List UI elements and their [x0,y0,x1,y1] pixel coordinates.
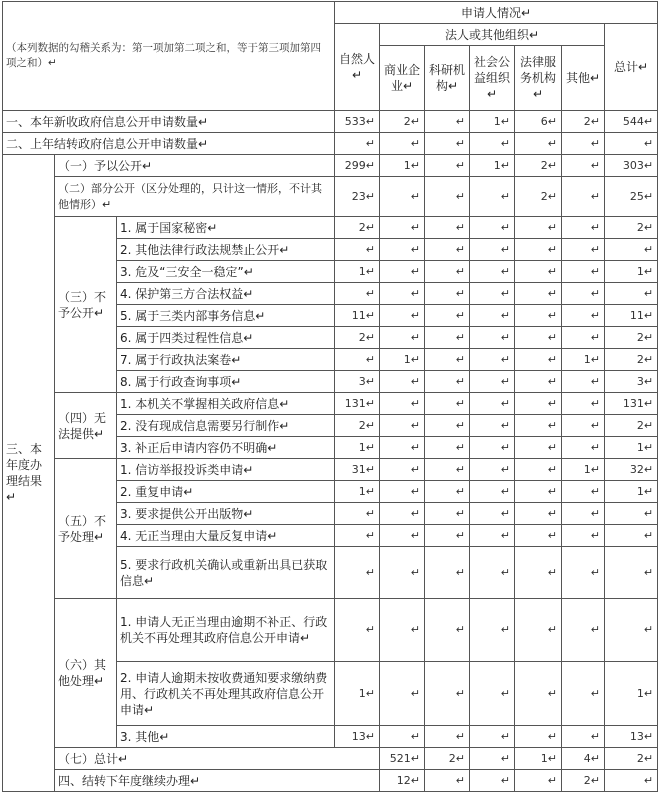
value-cell: 3↵ [605,371,658,393]
value-cell: ↵ [562,217,605,239]
value-cell: 6↵ [515,111,562,133]
header-law: 法律服务机构↵ [515,46,562,111]
value-cell: ↵ [562,283,605,305]
value-cell: ↵ [605,599,658,662]
value-cell: ↵ [605,239,658,261]
value-cell: ↵ [425,525,470,547]
value-cell: ↵ [470,503,515,525]
value-cell: ↵ [425,503,470,525]
value-cell: 1↵ [605,662,658,726]
value-cell: ↵ [515,726,562,748]
value-cell: ↵ [470,371,515,393]
value-cell: 1↵ [335,662,380,726]
value-cell: ↵ [515,133,562,155]
value-cell: ↵ [470,599,515,662]
value-cell: ↵ [380,503,425,525]
value-cell: ↵ [335,525,380,547]
value-cell: ↵ [470,305,515,327]
value-cell: ↵ [515,415,562,437]
value-cell: 2↵ [605,415,658,437]
value-cell: 533↵ [335,111,380,133]
table-row [3,177,658,217]
value-cell: ↵ [425,261,470,283]
row-label: 8. 属于行政查询事项↵ [117,371,335,393]
value-cell: ↵ [380,459,425,481]
value-cell: 2↵ [380,111,425,133]
value-cell: ↵ [425,217,470,239]
value-cell: ↵ [425,662,470,726]
value-cell: ↵ [470,726,515,748]
value-cell: ↵ [562,662,605,726]
row-label: 7. 属于行政执法案卷↵ [117,349,335,371]
value-cell: 1↵ [605,261,658,283]
value-cell: 303↵ [605,155,658,177]
value-cell: ↵ [562,239,605,261]
row-label: 2. 没有现成信息需要另行制作↵ [117,415,335,437]
value-cell: ↵ [380,726,425,748]
row-label: 3. 危及“三安全一稳定”↵ [117,261,335,283]
header-applicant: 申请人情况↵ [335,2,658,24]
value-cell: ↵ [562,133,605,155]
value-cell: ↵ [562,599,605,662]
value-cell: ↵ [335,599,380,662]
value-cell: ↵ [335,349,380,371]
value-cell: ↵ [470,662,515,726]
value-cell: ↵ [380,239,425,261]
value-cell: 1↵ [605,437,658,459]
value-cell: 2↵ [335,327,380,349]
value-cell: 521↵ [380,748,425,770]
value-cell: ↵ [515,503,562,525]
value-cell: ↵ [562,503,605,525]
row-label: 二、上年结转政府信息公开申请数量↵ [3,133,335,155]
value-cell: 2↵ [605,217,658,239]
value-cell: ↵ [470,349,515,371]
value-cell: ↵ [470,393,515,415]
value-cell: 1↵ [562,459,605,481]
value-cell: ↵ [515,525,562,547]
value-cell: 1↵ [335,437,380,459]
value-cell: ↵ [470,547,515,599]
value-cell: ↵ [470,239,515,261]
row-label: 1. 信访举报投诉类申请↵ [117,459,335,481]
value-cell: 3↵ [335,371,380,393]
value-cell: ↵ [425,393,470,415]
value-cell: ↵ [515,327,562,349]
value-cell: ↵ [605,283,658,305]
value-cell: 4↵ [562,748,605,770]
value-cell: ↵ [515,393,562,415]
row-label: 5. 要求行政机关确认或重新出具已获取信息↵ [117,547,335,599]
value-cell: ↵ [562,371,605,393]
value-cell: ↵ [562,305,605,327]
value-cell: 1↵ [562,349,605,371]
header-social: 社会公益组织↵ [470,46,515,111]
group-label-results: 三、本年度办理结果↵ [3,155,55,792]
row-label: 2. 其他法律行政法规禁止公开↵ [117,239,335,261]
row-label: 3. 要求提供公开出版物↵ [117,503,335,525]
value-cell: 1↵ [380,155,425,177]
value-cell: ↵ [335,283,380,305]
value-cell: ↵ [335,547,380,599]
value-cell: ↵ [380,133,425,155]
header-business: 商业企业↵ [380,46,425,111]
value-cell: 2↵ [562,770,605,792]
value-cell: ↵ [470,261,515,283]
value-cell: ↵ [562,547,605,599]
row-label: 1. 属于国家秘密↵ [117,217,335,239]
value-cell: ↵ [380,371,425,393]
header-research: 科研机构↵ [425,46,470,111]
value-cell: 1↵ [470,111,515,133]
table-row [3,393,658,415]
value-cell: ↵ [605,770,658,792]
value-cell: ↵ [515,305,562,327]
value-cell: ↵ [470,415,515,437]
value-cell: ↵ [425,459,470,481]
value-cell: ↵ [470,481,515,503]
value-cell: 131↵ [335,393,380,415]
value-cell: ↵ [562,261,605,283]
value-cell: ↵ [515,283,562,305]
value-cell: ↵ [425,437,470,459]
value-cell: 2↵ [562,111,605,133]
value-cell: ↵ [470,437,515,459]
value-cell: ↵ [425,239,470,261]
row-label: 5. 属于三类内部事务信息↵ [117,305,335,327]
table-row [3,155,658,177]
value-cell: 12↵ [380,770,425,792]
value-cell: ↵ [425,415,470,437]
value-cell: 11↵ [335,305,380,327]
value-cell: ↵ [515,371,562,393]
value-cell: 11↵ [605,305,658,327]
value-cell: ↵ [425,327,470,349]
value-cell: ↵ [335,133,380,155]
value-cell: 131↵ [605,393,658,415]
value-cell: 23↵ [335,177,380,217]
value-cell: ↵ [380,662,425,726]
row-label: 4. 无正当理由大量反复申请↵ [117,525,335,547]
value-cell: ↵ [562,437,605,459]
value-cell: 2↵ [515,155,562,177]
value-cell: ↵ [605,547,658,599]
value-cell: ↵ [470,748,515,770]
row-label: 1. 申请人无正当理由逾期不补正、行政机关不再处理其政府信息公开申请↵ [117,599,335,662]
table-row [3,599,658,662]
value-cell: ↵ [425,770,470,792]
value-cell: ↵ [425,305,470,327]
header-other: 其他↵ [562,46,605,111]
value-cell: ↵ [380,177,425,217]
header-natural-person: 自然人↵ [335,24,380,111]
value-cell: ↵ [380,481,425,503]
value-cell: ↵ [380,283,425,305]
value-cell: ↵ [515,481,562,503]
value-cell: 1↵ [605,481,658,503]
value-cell: ↵ [470,177,515,217]
value-cell: 1↵ [380,349,425,371]
value-cell: ↵ [425,177,470,217]
value-cell: ↵ [515,770,562,792]
value-cell: ↵ [515,217,562,239]
value-cell: 2↵ [605,349,658,371]
header-total: 总计↵ [605,24,658,111]
value-cell: ↵ [515,547,562,599]
value-cell: ↵ [425,599,470,662]
value-cell: ↵ [380,327,425,349]
value-cell: ↵ [515,459,562,481]
value-cell: ↵ [380,261,425,283]
value-cell: ↵ [562,415,605,437]
table-row [3,111,658,133]
value-cell: 13↵ [335,726,380,748]
row-label: （一）予以公开↵ [55,155,335,177]
row-label: 2. 申请人逾期未按收费通知要求缴纳费用、行政机关不再处理其政府信息公开申请↵ [117,662,335,726]
value-cell: ↵ [562,155,605,177]
value-cell: ↵ [605,525,658,547]
row-label: 4. 保护第三方合法权益↵ [117,283,335,305]
table-row [3,770,658,792]
value-cell: ↵ [470,133,515,155]
value-cell: ↵ [562,327,605,349]
value-cell: ↵ [470,283,515,305]
sub-group-label: （五）不予处理↵ [55,459,117,599]
value-cell: 25↵ [605,177,658,217]
value-cell: ↵ [515,662,562,726]
value-cell: ↵ [562,525,605,547]
table-row [3,217,658,239]
value-cell: 32↵ [605,459,658,481]
value-cell: 2↵ [425,748,470,770]
value-cell: ↵ [515,437,562,459]
table-row [3,748,658,770]
value-cell: 2↵ [335,415,380,437]
value-cell: ↵ [380,599,425,662]
value-cell: ↵ [335,503,380,525]
value-cell: 13↵ [605,726,658,748]
value-cell: 2↵ [605,327,658,349]
value-cell: ↵ [335,239,380,261]
value-cell: ↵ [425,155,470,177]
value-cell: ↵ [425,481,470,503]
value-cell: 31↵ [335,459,380,481]
value-cell: 1↵ [515,748,562,770]
value-cell: 544↵ [605,111,658,133]
table-row [3,133,658,155]
value-cell: 299↵ [335,155,380,177]
value-cell: ↵ [380,547,425,599]
value-cell: ↵ [470,770,515,792]
value-cell: 2↵ [515,177,562,217]
value-cell: 2↵ [335,217,380,239]
value-cell: ↵ [515,239,562,261]
value-cell: ↵ [425,133,470,155]
value-cell: ↵ [380,305,425,327]
value-cell: ↵ [562,177,605,217]
row-label: （二）部分公开（区分处理的，只计这一情形，不计其他情形）↵ [55,177,335,217]
row-label: （七）总计↵ [55,748,380,770]
row-label: 3. 其他↵ [117,726,335,748]
value-cell: ↵ [470,327,515,349]
row-label: 一、本年新收政府信息公开申请数量↵ [3,111,335,133]
value-cell: ↵ [425,547,470,599]
value-cell: ↵ [562,726,605,748]
value-cell: ↵ [380,437,425,459]
value-cell: ↵ [380,415,425,437]
value-cell: ↵ [470,459,515,481]
value-cell: 1↵ [470,155,515,177]
table-row [3,459,658,481]
value-cell: ↵ [562,393,605,415]
value-cell: 2↵ [605,748,658,770]
gov-info-disclosure-table [2,1,658,792]
value-cell: ↵ [380,217,425,239]
value-cell: ↵ [605,133,658,155]
value-cell: ↵ [515,261,562,283]
value-cell: ↵ [425,283,470,305]
row-label: 3. 补正后申请内容仍不明确↵ [117,437,335,459]
sub-group-label: （六）其他处理↵ [55,599,117,748]
value-cell: ↵ [515,349,562,371]
row-label: 6. 属于四类过程性信息↵ [117,327,335,349]
row-label: 1. 本机关不掌握相关政府信息↵ [117,393,335,415]
value-cell: ↵ [470,525,515,547]
value-cell: ↵ [562,481,605,503]
header-note: （本列数据的勾稽关系为：第一项加第二项之和，等于第三项加第四项之和）↵ [3,2,335,111]
value-cell: ↵ [425,726,470,748]
value-cell: ↵ [425,349,470,371]
sub-group-label: （三）不予公开↵ [55,217,117,393]
header-legal-org: 法人或其他组织↵ [380,24,605,46]
value-cell: ↵ [380,393,425,415]
value-cell: ↵ [515,599,562,662]
value-cell: ↵ [605,503,658,525]
value-cell: ↵ [425,111,470,133]
value-cell: ↵ [470,217,515,239]
value-cell: ↵ [425,371,470,393]
row-label: 四、结转下年度继续办理↵ [55,770,380,792]
sub-group-label: （四）无法提供↵ [55,393,117,459]
value-cell: ↵ [380,525,425,547]
value-cell: 1↵ [335,481,380,503]
row-label: 2. 重复申请↵ [117,481,335,503]
value-cell: 1↵ [335,261,380,283]
